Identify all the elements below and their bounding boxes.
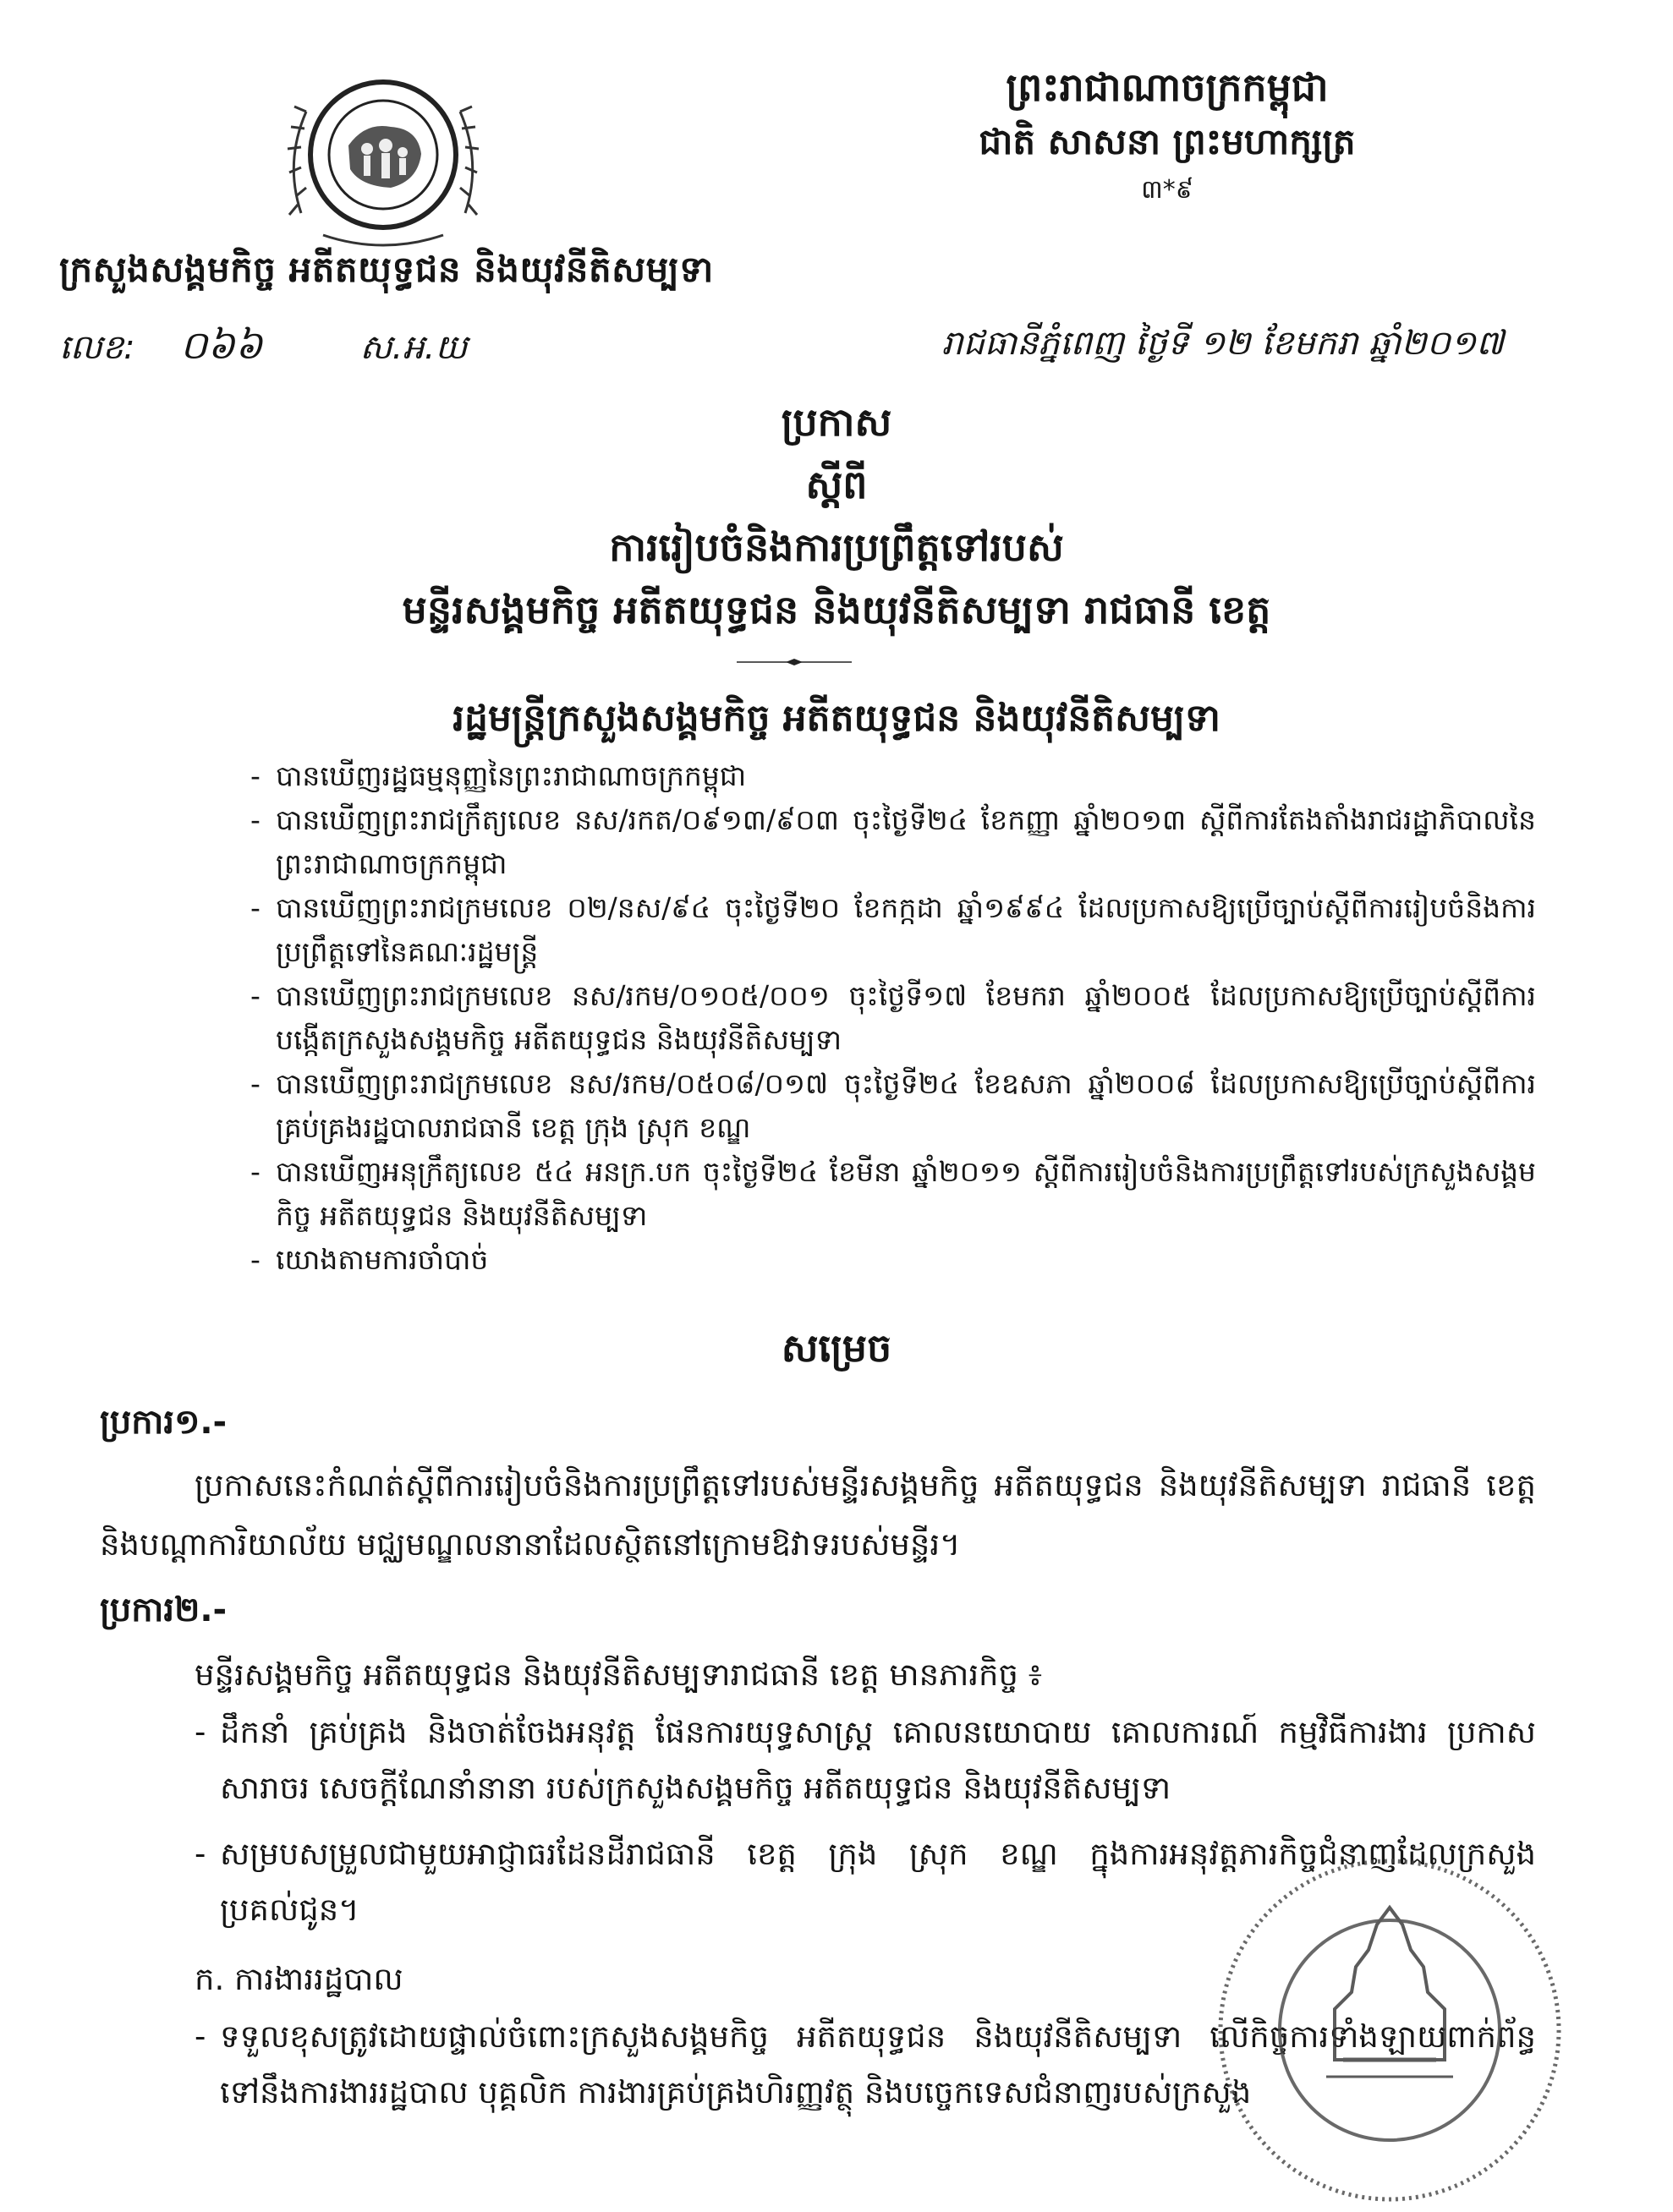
list-item: - ដឹកនាំ គ្រប់គ្រង និងចាត់ចែងអនុវត្ត ផែនការយុទ្ធសាស្ត្រ គោលនយោបាយ គោលការណ៍ កម្មវិធីការងារ ប្រកាស សារាចរ សេចក្តីណែនាំនានា របស់ក្រសួងសង្គមកិច្ច អតីតយុទ្ធជន និងយុវនីតិសម្បទា <box>195 1705 1536 1816</box>
ornament: ៣*៩ <box>1141 175 1193 205</box>
legal-references <box>250 754 1536 1282</box>
decision-heading: សម្រេច <box>781 1325 892 1371</box>
date-line: រាជធានីភ្នំពេញ ថ្ងៃទី ១២ ខែមករា ឆ្នាំ២០១៧ <box>941 324 1504 363</box>
ministry-name: ក្រសួងសង្គមកិច្ច អតីតយុទ្ធជន និងយុវនីតិសម្បទា <box>59 249 714 290</box>
list-item: - ទទួលខុសត្រូវដោយផ្ទាល់ចំពោះក្រសួងសង្គមកិច្ច អតីតយុទ្ធជន និងយុវនីតិសម្បទា លើកិច្ចការទាំងឡាយពាក់ព័ន្ធទៅនឹងការងាររដ្ឋបាល បុគ្គលិក ការងារគ្រប់គ្រងហិរញ្ញវត្ថុ និងបច្ចេកទេសជំនាញរបស់ក្រសួង <box>195 2009 1536 2121</box>
list-item: - បានឃើញព្រះរាជក្រមលេខ នស/រកម/០៥០៨/០១៧ ចុះថ្ងៃទី២៤ ខែឧសភា ឆ្នាំ២០០៨ ដែលប្រកាសឱ្យប្រើច្បាប់ស្តីពីការគ្រប់គ្រងរដ្ឋបាលរាជធានី ខេត្ត ក្រុង ស្រុក ខណ្ឌ <box>250 1062 1536 1150</box>
title-line: ប្រកាស <box>781 399 892 445</box>
title-line: ការរៀបចំនិងការប្រព្រឹត្តទៅរបស់ <box>609 524 1064 570</box>
list-item: - បានឃើញអនុក្រឹត្យលេខ ៥៤ អនក្រ.បក ចុះថ្ងៃទី២៤ ខែមីនា ឆ្នាំ២០១១ ស្តីពីការរៀបចំនិងការប្រព្រឹត្តទៅរបស់ក្រសួងសង្គមកិច្ច អតីតយុទ្ធជន និងយុវនីតិសម្បទា <box>250 1150 1536 1238</box>
divider-ornament <box>737 658 852 666</box>
list-item: - សម្របសម្រួលជាមួយអាជ្ញាធរដែនដីរាជធានី ខេត្ត ក្រុង ស្រុក ខណ្ឌ ក្នុងការអនុវត្តភារកិច្ចជំនាញដែលក្រសួងប្រគល់ជូន។ <box>195 1826 1536 1938</box>
ministry-seal-icon <box>272 44 494 266</box>
title-line: ស្តីពី <box>805 462 868 507</box>
title-line: មន្ទីរសង្គមកិច្ច អតីតយុទ្ធជន និងយុវនីតិសម្បទា រាជធានី ខេត្ត <box>402 587 1271 632</box>
article-1-text: ប្រកាសនេះកំណត់ស្តីពីការរៀបចំនិងការប្រព្រឹត្តទៅរបស់មន្ទីរសង្គមកិច្ច អតីតយុទ្ធជន និងយុវនីតិសម្បទា រាជធានី ខេត្ត និងបណ្តាការិយាល័យ មជ្ឈមណ្ឌលនានាដែលស្ថិតនៅក្រោមឱវាទរបស់មន្ទីរ។ <box>100 1467 1536 1563</box>
minister-title: រដ្ឋមន្ត្រីក្រសួងសង្គមកិច្ច អតីតយុទ្ធជន និងយុវនីតិសម្បទា <box>453 697 1220 740</box>
article-2-intro: មន្ទីរសង្គមកិច្ច អតីតយុទ្ធជន និងយុវនីតិសម្បទារាជធានី ខេត្ត មានភារកិច្ច ៖ <box>195 1656 1043 1693</box>
list-item: - បានឃើញរដ្ឋធម្មនុញ្ញនៃព្រះរាជាណាចក្រកម្ពុជា <box>250 754 1536 798</box>
reference-label: លេខ: <box>59 328 135 367</box>
document-title <box>0 391 1673 641</box>
article-1-heading: ប្រការ១.- <box>100 1403 228 1442</box>
kingdom-motto <box>930 59 1404 211</box>
reference-number <box>59 321 467 378</box>
section-a-heading: ក. ការងាររដ្ឋបាល <box>195 1961 403 1997</box>
list-item: - បានឃើញព្រះរាជក្រមលេខ នស/រកម/០១០៥/០០១ ចុះថ្ងៃទី១៧ ខែមករា ឆ្នាំ២០០៥ ដែលប្រកាសឱ្យប្រើច្បាប់ស្តីពីការបង្កើតក្រសួងសង្គមកិច្ច អតីតយុទ្ធជន និងយុវនីតិសម្បទា <box>250 974 1536 1062</box>
article-2-heading: ប្រការ២.- <box>100 1591 228 1629</box>
national-motto: ជាតិ សាសនា ព្រះមហាក្សត្រ <box>979 121 1356 162</box>
kingdom-name: ព្រះរាជាណាចក្រកម្ពុជា <box>1006 64 1329 110</box>
reference-value: ០៦៦ <box>179 322 263 368</box>
list-item: - បានឃើញព្រះរាជក្រមលេខ ០២/នស/៩៤ ចុះថ្ងៃទី២០ ខែកក្កដា ឆ្នាំ១៩៩៤ ដែលប្រកាសឱ្យប្រើច្បាប់ស្តីពីការរៀបចំនិងការប្រព្រឹត្តទៅនៃគណៈរដ្ឋមន្ត្រី <box>250 886 1536 974</box>
reference-suffix: ស.អ.យ <box>359 328 468 367</box>
list-item: - បានឃើញព្រះរាជក្រឹត្យលេខ នស/រកត/០៩១៣/៩០៣ ចុះថ្ងៃទី២៤ ខែកញ្ញា ឆ្នាំ២០១៣ ស្តីពីការតែងតាំងរាជរដ្ឋាភិបាលនៃព្រះរាជាណាចក្រកម្ពុជា <box>250 798 1536 886</box>
list-item: - យោងតាមការចាំបាច់ <box>250 1238 1536 1282</box>
official-stamp-icon <box>1208 1848 1572 2212</box>
